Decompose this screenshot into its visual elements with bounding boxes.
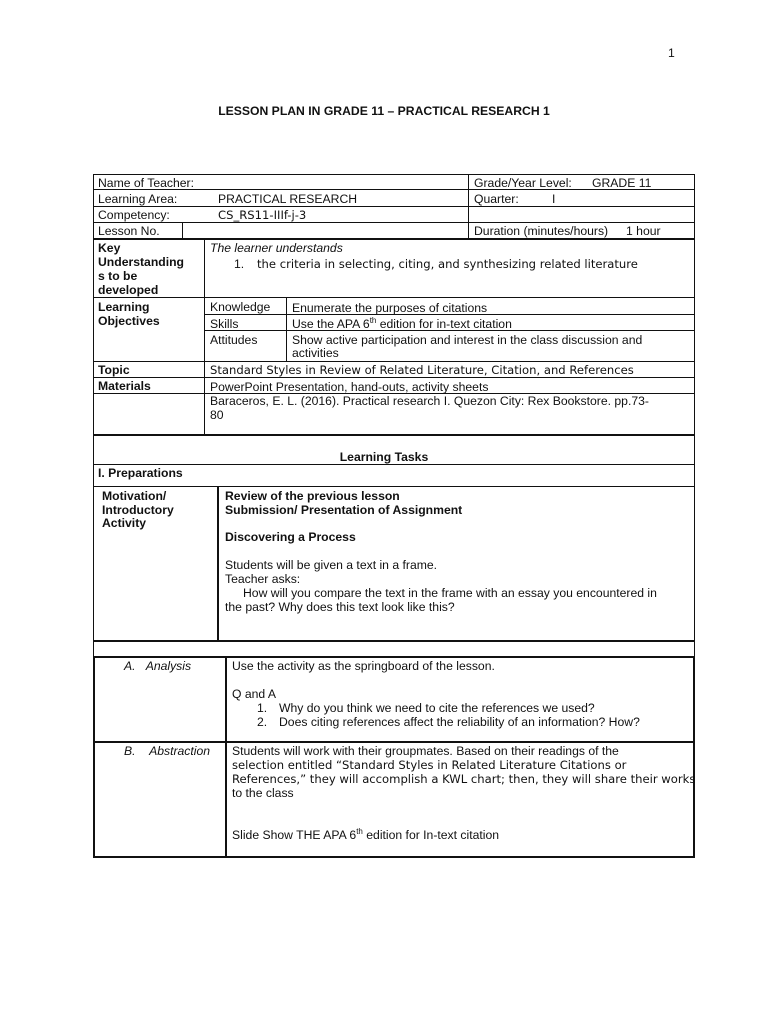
- competency-label: Competency:: [98, 208, 170, 222]
- analysis-label: A. Analysis: [124, 659, 192, 673]
- analysis-intro: Use the activity as the springboard of the lesson.: [232, 659, 495, 673]
- question-2-number: 2.: [257, 715, 268, 729]
- skills-label: Skills: [210, 317, 239, 331]
- discovering-heading: Discovering a Process: [225, 530, 356, 544]
- abstraction-line-4: to the class: [232, 786, 294, 800]
- learning-area-label: Learning Area:: [98, 192, 178, 206]
- competency-value: CS_RS11-IIIf-j-3: [218, 208, 307, 222]
- key-understanding-label-4: developed: [98, 283, 159, 297]
- motivation-label-1: Motivation/: [102, 489, 167, 503]
- duration-label: Duration (minutes/hours): [474, 224, 609, 238]
- slide-show-text: Slide Show THE APA 6th edition for In-text citation: [232, 826, 500, 842]
- materials-label: Materials: [98, 379, 151, 393]
- teacher-label: Name of Teacher:: [98, 176, 194, 190]
- preparations-heading: I. Preparations: [98, 466, 183, 480]
- question-line-2: the past? Why does this text look like this?: [225, 600, 455, 614]
- review-heading: Review of the previous lesson: [225, 489, 400, 503]
- objectives-label-1: Learning: [98, 300, 150, 314]
- knowledge-label: Knowledge: [210, 300, 271, 314]
- page-number: 1: [668, 46, 675, 60]
- qa-heading: Q and A: [232, 687, 277, 701]
- document-title: LESSON PLAN IN GRADE 11 – PRACTICAL RESEARCH 1: [218, 104, 550, 118]
- teacher-asks: Teacher asks:: [225, 572, 301, 586]
- question-1: Why do you think we need to cite the references we used?: [279, 701, 595, 715]
- question-line-1: How will you compare the text in the frame with an essay you encountered in: [243, 586, 657, 600]
- knowledge-value: Enumerate the purposes of citations: [292, 301, 488, 315]
- key-understanding-label-2: Understanding: [98, 255, 184, 269]
- quarter-value: I: [552, 192, 556, 206]
- attitudes-value-2: activities: [292, 346, 339, 360]
- grade-value: GRADE 11: [592, 176, 652, 190]
- skills-value: Use the APA 6th edition for in-text citation: [292, 315, 512, 331]
- topic-label: Topic: [98, 363, 130, 377]
- motivation-label-3: Activity: [102, 516, 147, 530]
- materials-value: PowerPoint Presentation, hand-outs, activity sheets: [210, 380, 489, 394]
- lesson-no-label: Lesson No.: [98, 224, 160, 238]
- quarter-label: Quarter:: [474, 192, 519, 206]
- attitudes-label: Attitudes: [210, 333, 258, 347]
- key-understanding-item-number: 1.: [234, 257, 245, 271]
- duration-value: 1 hour: [626, 224, 661, 238]
- submission-heading: Submission/ Presentation of Assignment: [225, 503, 463, 517]
- key-understanding-label-1: Key: [98, 241, 121, 255]
- key-understanding-label-3: s to be: [98, 269, 138, 283]
- abstraction-line-2: selection entitled “Standard Styles in Related Literature Citations or: [232, 758, 627, 772]
- learning-tasks-title: Learning Tasks: [339, 450, 429, 464]
- key-understanding-item: the criteria in selecting, citing, and synthesizing related literature: [257, 257, 638, 271]
- question-2: Does citing references affect the reliability of an information? How?: [279, 715, 640, 729]
- abstraction-label: B. Abstraction: [124, 744, 211, 758]
- topic-value: Standard Styles in Review of Related Literature, Citation, and References: [210, 363, 634, 377]
- learning-area-value: PRACTICAL RESEARCH: [218, 192, 358, 206]
- attitudes-value-1: Show active participation and interest in the class discussion and: [292, 333, 643, 347]
- abstraction-line-1: Students will work with their groupmates. Based on their readings of the: [232, 744, 619, 758]
- reference-line-2: 80: [210, 408, 224, 422]
- abstraction-line-3: References,” they will accomplish a KWL chart; then, they will share their works: [232, 772, 696, 786]
- motivation-label-2: Introductory: [102, 503, 174, 517]
- grade-label: Grade/Year Level:: [474, 176, 572, 190]
- students-text: Students will be given a text in a frame.: [225, 558, 438, 572]
- objectives-label-2: Objectives: [98, 314, 160, 328]
- reference-line-1: Baraceros, E. L. (2016). Practical research I. Quezon City: Rex Bookstore. pp.73-: [210, 394, 649, 408]
- question-1-number: 1.: [257, 701, 268, 715]
- learning-tasks-border: [93, 434, 695, 658]
- key-understanding-intro: The learner understands: [210, 241, 343, 255]
